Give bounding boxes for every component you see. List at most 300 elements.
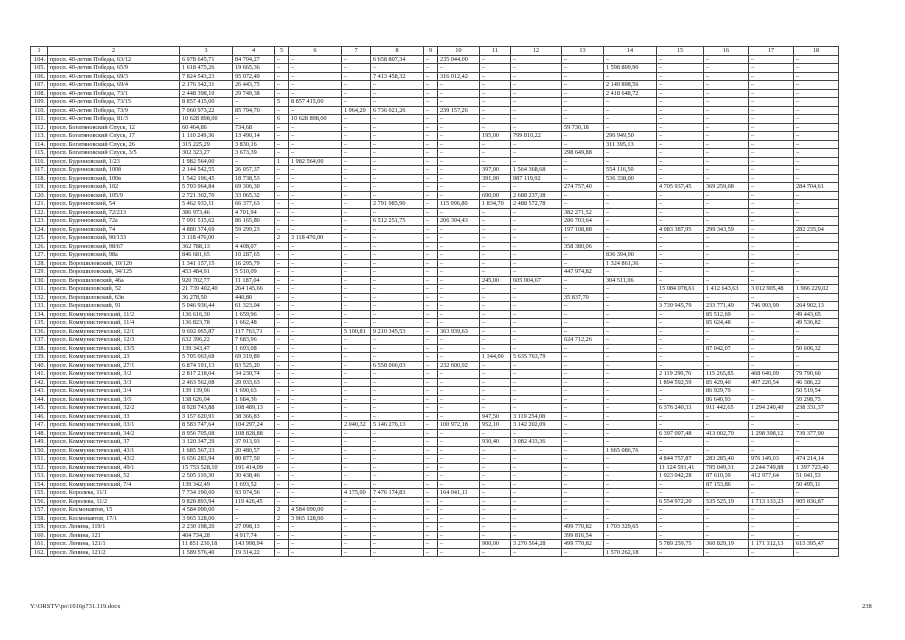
- value-cell: –: [562, 285, 604, 294]
- row-number: 104.: [31, 55, 48, 64]
- page-number: 238: [862, 603, 872, 610]
- value-cell: –: [289, 523, 342, 532]
- value-cell: –: [424, 149, 438, 158]
- value-cell: –: [275, 319, 289, 328]
- column-number: 8: [371, 47, 424, 56]
- value-cell: –: [704, 140, 749, 149]
- value-cell: 80 877,50: [233, 455, 275, 464]
- value-cell: 84 794,27: [233, 55, 275, 64]
- value-cell: –: [562, 157, 604, 166]
- value-cell: –: [371, 387, 424, 396]
- value-cell: –: [371, 166, 424, 175]
- table-row: [31, 55, 839, 64]
- value-cell: –: [749, 489, 794, 498]
- value-cell: –: [275, 191, 289, 200]
- value-cell: –: [562, 412, 604, 421]
- value-cell: –: [657, 200, 704, 209]
- value-cell: –: [562, 200, 604, 209]
- value-cell: –: [511, 81, 562, 90]
- value-cell: –: [371, 310, 424, 319]
- value-cell: 11 851 230,18: [180, 540, 233, 549]
- value-cell: –: [342, 64, 371, 73]
- address-cell: просп. Коммунистический, 33: [48, 412, 180, 421]
- value-cell: –: [371, 157, 424, 166]
- value-cell: –: [480, 514, 511, 523]
- value-cell: –: [794, 140, 839, 149]
- value-cell: –: [657, 149, 704, 158]
- value-cell: 6 658 807,34: [371, 55, 424, 64]
- value-cell: –: [438, 438, 480, 447]
- value-cell: 29 933,63: [233, 378, 275, 387]
- value-cell: 15 084 078,61: [657, 285, 704, 294]
- value-cell: –: [749, 251, 794, 260]
- value-cell: –: [275, 285, 289, 294]
- row-number: 122.: [31, 208, 48, 217]
- value-cell: –: [275, 268, 289, 277]
- value-cell: –: [438, 370, 480, 379]
- value-cell: –: [233, 234, 275, 243]
- value-cell: 197 108,88: [562, 225, 604, 234]
- value-cell: –: [275, 531, 289, 540]
- value-cell: –: [438, 208, 480, 217]
- value-cell: 316 012,42: [438, 72, 480, 81]
- value-cell: –: [604, 472, 657, 481]
- value-cell: –: [275, 336, 289, 345]
- value-cell: –: [604, 336, 657, 345]
- value-cell: –: [342, 353, 371, 362]
- value-cell: –: [604, 268, 657, 277]
- value-cell: –: [289, 72, 342, 81]
- value-cell: 9 210 345,53: [371, 327, 424, 336]
- value-cell: –: [371, 208, 424, 217]
- value-cell: –: [438, 387, 480, 396]
- value-cell: –: [480, 234, 511, 243]
- value-cell: –: [511, 395, 562, 404]
- value-cell: 407 220,54: [749, 378, 794, 387]
- table-row: [31, 276, 839, 285]
- value-cell: –: [604, 506, 657, 515]
- value-cell: –: [480, 157, 511, 166]
- value-cell: –: [480, 217, 511, 226]
- value-cell: –: [275, 225, 289, 234]
- value-cell: –: [371, 404, 424, 413]
- value-cell: –: [342, 208, 371, 217]
- value-cell: –: [794, 89, 839, 98]
- address-cell: просп. Буденновский, 102: [48, 183, 180, 192]
- value-cell: –: [424, 531, 438, 540]
- value-cell: –: [794, 353, 839, 362]
- value-cell: 5 462 933,11: [180, 200, 233, 209]
- table-row: [31, 506, 839, 515]
- table-row: [31, 336, 839, 345]
- address-cell: просп. Ворошиловский, 46а: [48, 276, 180, 285]
- value-cell: –: [749, 157, 794, 166]
- value-cell: –: [424, 166, 438, 175]
- value-cell: 6 656 283,94: [180, 455, 233, 464]
- value-cell: –: [371, 514, 424, 523]
- value-cell: –: [289, 480, 342, 489]
- address-cell: просп. Ленина, 121/2: [48, 548, 180, 557]
- value-cell: –: [794, 268, 839, 277]
- value-cell: –: [424, 336, 438, 345]
- address-cell: просп. Буденновский, 1/23: [48, 157, 180, 166]
- value-cell: –: [704, 259, 749, 268]
- value-cell: –: [511, 234, 562, 243]
- value-cell: –: [604, 480, 657, 489]
- value-cell: –: [342, 242, 371, 251]
- value-cell: –: [511, 140, 562, 149]
- value-cell: –: [749, 293, 794, 302]
- table-row: [31, 217, 839, 226]
- value-cell: –: [562, 489, 604, 498]
- value-cell: –: [704, 412, 749, 421]
- value-cell: –: [275, 370, 289, 379]
- value-cell: –: [794, 149, 839, 158]
- value-cell: 1 397 723,40: [794, 463, 839, 472]
- value-cell: –: [562, 259, 604, 268]
- value-cell: –: [604, 540, 657, 549]
- value-cell: 2 817 218,04: [180, 370, 233, 379]
- value-cell: –: [604, 395, 657, 404]
- table-row: [31, 438, 839, 447]
- row-number: 130.: [31, 276, 48, 285]
- value-cell: –: [371, 395, 424, 404]
- value-cell: –: [438, 302, 480, 311]
- value-cell: 5 100,81: [342, 327, 371, 336]
- value-cell: –: [480, 378, 511, 387]
- value-cell: –: [749, 421, 794, 430]
- row-number: 112.: [31, 123, 48, 132]
- value-cell: –: [424, 234, 438, 243]
- value-cell: –: [749, 268, 794, 277]
- value-cell: –: [657, 242, 704, 251]
- value-cell: 5: [275, 98, 289, 107]
- address-cell: просп. Ворошиловский, 63в: [48, 293, 180, 302]
- address-cell: просп. Богатяновский Спуск, 12: [48, 123, 180, 132]
- table-row: [31, 489, 839, 498]
- value-cell: –: [424, 412, 438, 421]
- value-cell: –: [657, 251, 704, 260]
- value-cell: –: [438, 191, 480, 200]
- column-number: 9: [424, 47, 438, 56]
- value-cell: 4 083 387,95: [657, 225, 704, 234]
- row-number: 131.: [31, 285, 48, 294]
- value-cell: –: [424, 514, 438, 523]
- value-cell: –: [704, 191, 749, 200]
- value-cell: –: [704, 327, 749, 336]
- value-cell: 117 763,71: [233, 327, 275, 336]
- value-cell: 3 142 202,09: [511, 421, 562, 430]
- value-cell: 905 836,87: [794, 497, 839, 506]
- value-cell: –: [342, 302, 371, 311]
- value-cell: 5 705 063,68: [180, 353, 233, 362]
- value-cell: 369 259,08: [704, 183, 749, 192]
- value-cell: 1 110 249,36: [180, 132, 233, 141]
- value-cell: –: [424, 480, 438, 489]
- value-cell: 624 712,26: [562, 336, 604, 345]
- address-cell: просп. 40-летия Победы, 81/3: [48, 115, 180, 124]
- value-cell: 5 703 964,84: [180, 183, 233, 192]
- value-cell: –: [480, 446, 511, 455]
- value-cell: 115 996,80: [438, 200, 480, 209]
- value-cell: 1 834,70: [480, 200, 511, 209]
- value-cell: 474 214,14: [794, 455, 839, 464]
- value-cell: 49 443,65: [794, 310, 839, 319]
- address-cell: просп. Богатяновский Спуск, 17: [48, 132, 180, 141]
- value-cell: 1 693,08: [233, 344, 275, 353]
- row-number: 111.: [31, 115, 48, 124]
- row-number: 146.: [31, 412, 48, 421]
- value-cell: –: [657, 72, 704, 81]
- value-cell: 404 734,28: [180, 531, 233, 540]
- value-cell: –: [749, 523, 794, 532]
- value-cell: –: [438, 64, 480, 73]
- value-cell: –: [562, 344, 604, 353]
- row-number: 157.: [31, 506, 48, 515]
- address-cell: просп. Коммунистический, 12/3: [48, 336, 180, 345]
- value-cell: –: [289, 497, 342, 506]
- value-cell: –: [794, 489, 839, 498]
- value-cell: –: [438, 166, 480, 175]
- value-cell: –: [749, 106, 794, 115]
- value-cell: –: [424, 72, 438, 81]
- value-cell: –: [704, 89, 749, 98]
- row-number: 140.: [31, 361, 48, 370]
- value-cell: –: [342, 98, 371, 107]
- value-cell: –: [371, 497, 424, 506]
- value-cell: 299 343,59: [704, 225, 749, 234]
- value-cell: –: [342, 276, 371, 285]
- value-cell: –: [438, 514, 480, 523]
- value-cell: –: [438, 506, 480, 515]
- value-cell: 4 705 937,45: [657, 183, 704, 192]
- value-cell: –: [657, 489, 704, 498]
- value-cell: –: [289, 242, 342, 251]
- value-cell: 952,10: [480, 421, 511, 430]
- address-cell: просп. Буденновский, 98/67: [48, 242, 180, 251]
- value-cell: –: [749, 438, 794, 447]
- value-cell: –: [749, 514, 794, 523]
- value-cell: –: [289, 336, 342, 345]
- value-cell: –: [342, 55, 371, 64]
- value-cell: –: [562, 166, 604, 175]
- value-cell: –: [480, 480, 511, 489]
- value-cell: 911 442,65: [704, 404, 749, 413]
- value-cell: –: [289, 489, 342, 498]
- value-cell: –: [438, 251, 480, 260]
- value-cell: –: [289, 310, 342, 319]
- value-cell: –: [480, 463, 511, 472]
- value-cell: –: [562, 310, 604, 319]
- value-cell: 16 295,79: [233, 259, 275, 268]
- value-cell: –: [424, 387, 438, 396]
- value-cell: –: [749, 132, 794, 141]
- row-number: 106.: [31, 72, 48, 81]
- value-cell: 9 692 065,87: [180, 327, 233, 336]
- value-cell: –: [424, 268, 438, 277]
- value-cell: –: [794, 259, 839, 268]
- value-cell: –: [704, 276, 749, 285]
- table-row: [31, 455, 839, 464]
- value-cell: –: [704, 548, 749, 557]
- value-cell: 7 683,96: [233, 336, 275, 345]
- value-cell: –: [657, 480, 704, 489]
- value-cell: –: [657, 81, 704, 90]
- value-cell: 3 119 254,08: [511, 412, 562, 421]
- table-row: [31, 480, 839, 489]
- value-cell: –: [424, 319, 438, 328]
- value-cell: 358 380,06: [562, 242, 604, 251]
- table-row: [31, 149, 839, 158]
- value-cell: 690,00: [480, 191, 511, 200]
- row-number: 147.: [31, 421, 48, 430]
- value-cell: –: [289, 183, 342, 192]
- value-cell: 4 584 090,00: [180, 506, 233, 515]
- value-cell: 5 510,09: [233, 268, 275, 277]
- column-number: 1: [31, 47, 48, 56]
- value-cell: –: [749, 446, 794, 455]
- row-number: 155.: [31, 489, 48, 498]
- value-cell: –: [480, 259, 511, 268]
- value-cell: 1 324 861,36: [604, 259, 657, 268]
- value-cell: 8 956 705,08: [180, 429, 233, 438]
- value-cell: –: [371, 531, 424, 540]
- value-cell: 2 448 398,10: [180, 89, 233, 98]
- value-cell: 296 949,50: [604, 132, 657, 141]
- value-cell: –: [424, 276, 438, 285]
- value-cell: –: [794, 200, 839, 209]
- value-cell: –: [371, 132, 424, 141]
- table-row: [31, 446, 839, 455]
- value-cell: –: [342, 438, 371, 447]
- value-cell: –: [438, 115, 480, 124]
- value-cell: –: [562, 115, 604, 124]
- table-row: [31, 200, 839, 209]
- row-number: 148.: [31, 429, 48, 438]
- value-cell: –: [289, 259, 342, 268]
- value-cell: –: [749, 140, 794, 149]
- value-cell: –: [604, 319, 657, 328]
- value-cell: –: [424, 378, 438, 387]
- value-cell: 3 965 128,00: [289, 514, 342, 523]
- value-cell: 108 489,13: [233, 404, 275, 413]
- value-cell: 1 412 643,63: [704, 285, 749, 294]
- value-cell: 115 265,85: [704, 370, 749, 379]
- value-cell: 264 902,13: [794, 302, 839, 311]
- address-cell: просп. Коммунистический, 27/1: [48, 361, 180, 370]
- value-cell: –: [604, 421, 657, 430]
- value-cell: 397,00: [480, 166, 511, 175]
- address-cell: просп. Буденновский, 72/213: [48, 208, 180, 217]
- value-cell: –: [480, 404, 511, 413]
- value-cell: –: [289, 429, 342, 438]
- value-cell: –: [342, 200, 371, 209]
- value-cell: –: [562, 421, 604, 430]
- value-cell: 3 965 128,00: [180, 514, 233, 523]
- value-cell: –: [657, 166, 704, 175]
- value-cell: –: [342, 166, 371, 175]
- value-cell: –: [511, 225, 562, 234]
- value-cell: 139 342,49: [180, 480, 233, 489]
- value-cell: –: [480, 55, 511, 64]
- value-cell: –: [371, 242, 424, 251]
- value-cell: –: [342, 472, 371, 481]
- value-cell: –: [749, 336, 794, 345]
- table-row: [31, 548, 839, 557]
- table-row: [31, 344, 839, 353]
- value-cell: –: [657, 106, 704, 115]
- value-cell: 1 659,96: [233, 310, 275, 319]
- value-cell: 86 165,80: [233, 217, 275, 226]
- value-cell: –: [480, 140, 511, 149]
- value-cell: –: [480, 489, 511, 498]
- value-cell: –: [275, 259, 289, 268]
- value-cell: –: [438, 132, 480, 141]
- value-cell: 3 270 564,28: [511, 540, 562, 549]
- value-cell: –: [275, 344, 289, 353]
- value-cell: –: [275, 540, 289, 549]
- value-cell: –: [480, 64, 511, 73]
- value-cell: –: [275, 446, 289, 455]
- value-cell: –: [342, 259, 371, 268]
- column-number-row: [31, 47, 839, 56]
- value-cell: –: [794, 234, 839, 243]
- value-cell: –: [749, 480, 794, 489]
- value-cell: –: [562, 319, 604, 328]
- value-cell: –: [604, 514, 657, 523]
- value-cell: –: [604, 412, 657, 421]
- value-cell: –: [371, 115, 424, 124]
- row-number: 132.: [31, 293, 48, 302]
- value-cell: 143 998,94: [233, 540, 275, 549]
- value-cell: 4 584 090,00: [289, 506, 342, 515]
- value-cell: 3 082 433,36: [511, 438, 562, 447]
- value-cell: 920 702,77: [180, 276, 233, 285]
- column-number: 13: [562, 47, 604, 56]
- value-cell: –: [275, 472, 289, 481]
- value-cell: –: [562, 64, 604, 73]
- address-cell: просп. Буденновский, 74: [48, 225, 180, 234]
- value-cell: 6 397 097,48: [657, 429, 704, 438]
- value-cell: –: [794, 72, 839, 81]
- value-cell: –: [371, 378, 424, 387]
- value-cell: –: [480, 72, 511, 81]
- value-cell: –: [794, 523, 839, 532]
- address-cell: просп. Ворошиловский, 52: [48, 285, 180, 294]
- value-cell: –: [371, 446, 424, 455]
- value-cell: –: [562, 361, 604, 370]
- value-cell: –: [749, 149, 794, 158]
- value-cell: –: [289, 276, 342, 285]
- value-cell: –: [342, 319, 371, 328]
- table-row: [31, 140, 839, 149]
- value-cell: –: [424, 55, 438, 64]
- value-cell: –: [604, 531, 657, 540]
- value-cell: –: [424, 106, 438, 115]
- value-cell: –: [371, 251, 424, 260]
- value-cell: –: [562, 438, 604, 447]
- value-cell: –: [704, 234, 749, 243]
- value-cell: –: [794, 421, 839, 430]
- column-number: 11: [480, 47, 511, 56]
- value-cell: –: [424, 208, 438, 217]
- value-cell: –: [438, 242, 480, 251]
- value-cell: –: [275, 302, 289, 311]
- column-number: 18: [794, 47, 839, 56]
- value-cell: –: [342, 463, 371, 472]
- value-cell: –: [794, 412, 839, 421]
- address-cell: просп. Коммунистический, 7/4: [48, 480, 180, 489]
